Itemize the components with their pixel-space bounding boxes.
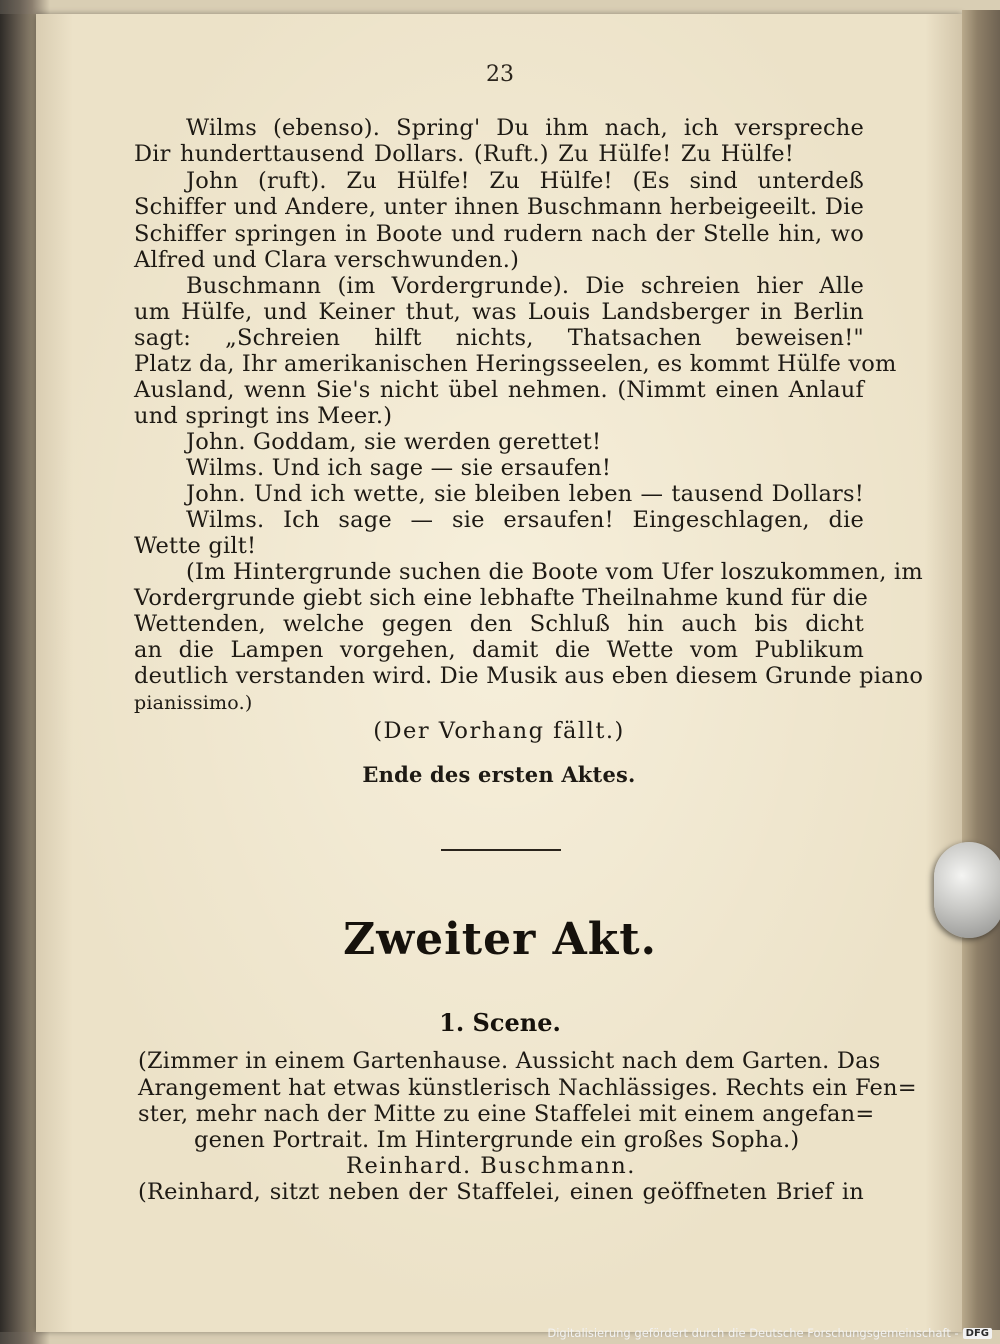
text-line: (Reinhard, sitzt neben der Staffelei, einen geöffneten Brief in — [138, 1179, 864, 1205]
text-line: Reinhard. Buschmann. — [346, 1153, 636, 1179]
text-line: Wilms (ebenso). Spring' Du ihm nach, ich verspreche — [186, 115, 864, 141]
text-line: John. Goddam, sie werden gerettet! — [186, 429, 602, 455]
text-line: Dir hunderttausend Dollars. (Ruft.) Zu Hülfe! Zu Hülfe! — [134, 141, 794, 167]
text-line: Wilms. Und ich sage — sie ersaufen! — [186, 455, 612, 481]
text-line: John (ruft). Zu Hülfe! Zu Hülfe! (Es sind unterdeß — [186, 168, 864, 194]
text-line: Schiffer und Andere, unter ihnen Buschmann herbeigeeilt. Die — [134, 194, 864, 220]
text-line: Wette gilt! — [134, 533, 257, 559]
text-line: ster, mehr nach der Mitte zu eine Staffelei mit einem angefan= — [138, 1101, 875, 1127]
text-line: (Im Hintergrunde suchen die Boote vom Ufer loszukommen, im — [186, 559, 923, 585]
text-line: pianissimo.) — [134, 692, 253, 714]
text-line: Arangement hat etwas künstlerisch Nachlässiges. Rechts ein Fen= — [138, 1075, 917, 1101]
stage-direction-curtain: (Der Vorhang fällt.) — [373, 718, 625, 744]
text-line: Ausland, wenn Sie's nicht übel nehmen. (Nimmt einen Anlauf — [134, 377, 864, 403]
text-line: Schiffer springen in Boote und rudern nach der Stelle hin, wo — [134, 221, 864, 247]
text-line: an die Lampen vorgehen, damit die Wette vom Publikum — [134, 637, 864, 663]
text-line: um Hülfe, und Keiner thut, was Louis Landsberger in Berlin — [134, 299, 864, 325]
text-line: (Zimmer in einem Gartenhause. Aussicht nach dem Garten. Das — [138, 1048, 881, 1074]
page-number: 23 — [486, 62, 514, 87]
act-end-heading: Ende des ersten Aktes. — [362, 762, 636, 787]
text-line: John. Und ich wette, sie bleiben leben — tausend Dollars! — [186, 481, 864, 507]
text-line: genen Portrait. Im Hintergrunde ein großes Sopha.) — [194, 1127, 800, 1153]
text-line: Buschmann (im Vordergrunde). Die schreien hier Alle — [186, 273, 864, 299]
text-line: deutlich verstanden wird. Die Musik aus eben diesem Grunde piano — [134, 663, 924, 689]
text-line: Vordergrunde giebt sich eine lebhafte Theilnahme kund für die — [134, 585, 869, 611]
scene-title: 1. Scene. — [439, 1008, 561, 1037]
text-line: Wettenden, welche gegen den Schluß hin auch bis dicht — [134, 611, 864, 637]
digitization-credit — [547, 1326, 992, 1340]
text-line: sagt: „Schreien hilft nichts, Thatsachen beweisen!" — [134, 325, 864, 351]
text-line: Wilms. Ich sage — sie ersaufen! Eingeschlagen, die — [186, 507, 864, 533]
book-gutter-shadow — [0, 14, 38, 1332]
book-page-edges — [962, 10, 1000, 1330]
dfg-logo: DFG — [963, 1328, 992, 1339]
act-title: Zweiter Akt. — [343, 914, 657, 965]
section-divider — [441, 849, 561, 851]
text-line: Platz da, Ihr amerikanischen Heringsseelen, es kommt Hülfe vom — [134, 351, 897, 377]
text-line: und springt ins Meer.) — [134, 403, 393, 429]
text-line: Alfred und Clara verschwunden.) — [134, 247, 520, 273]
credit-text: Digitalisierung gefördert durch die Deutsche Forschungsgemeinschaft - — [547, 1326, 959, 1340]
